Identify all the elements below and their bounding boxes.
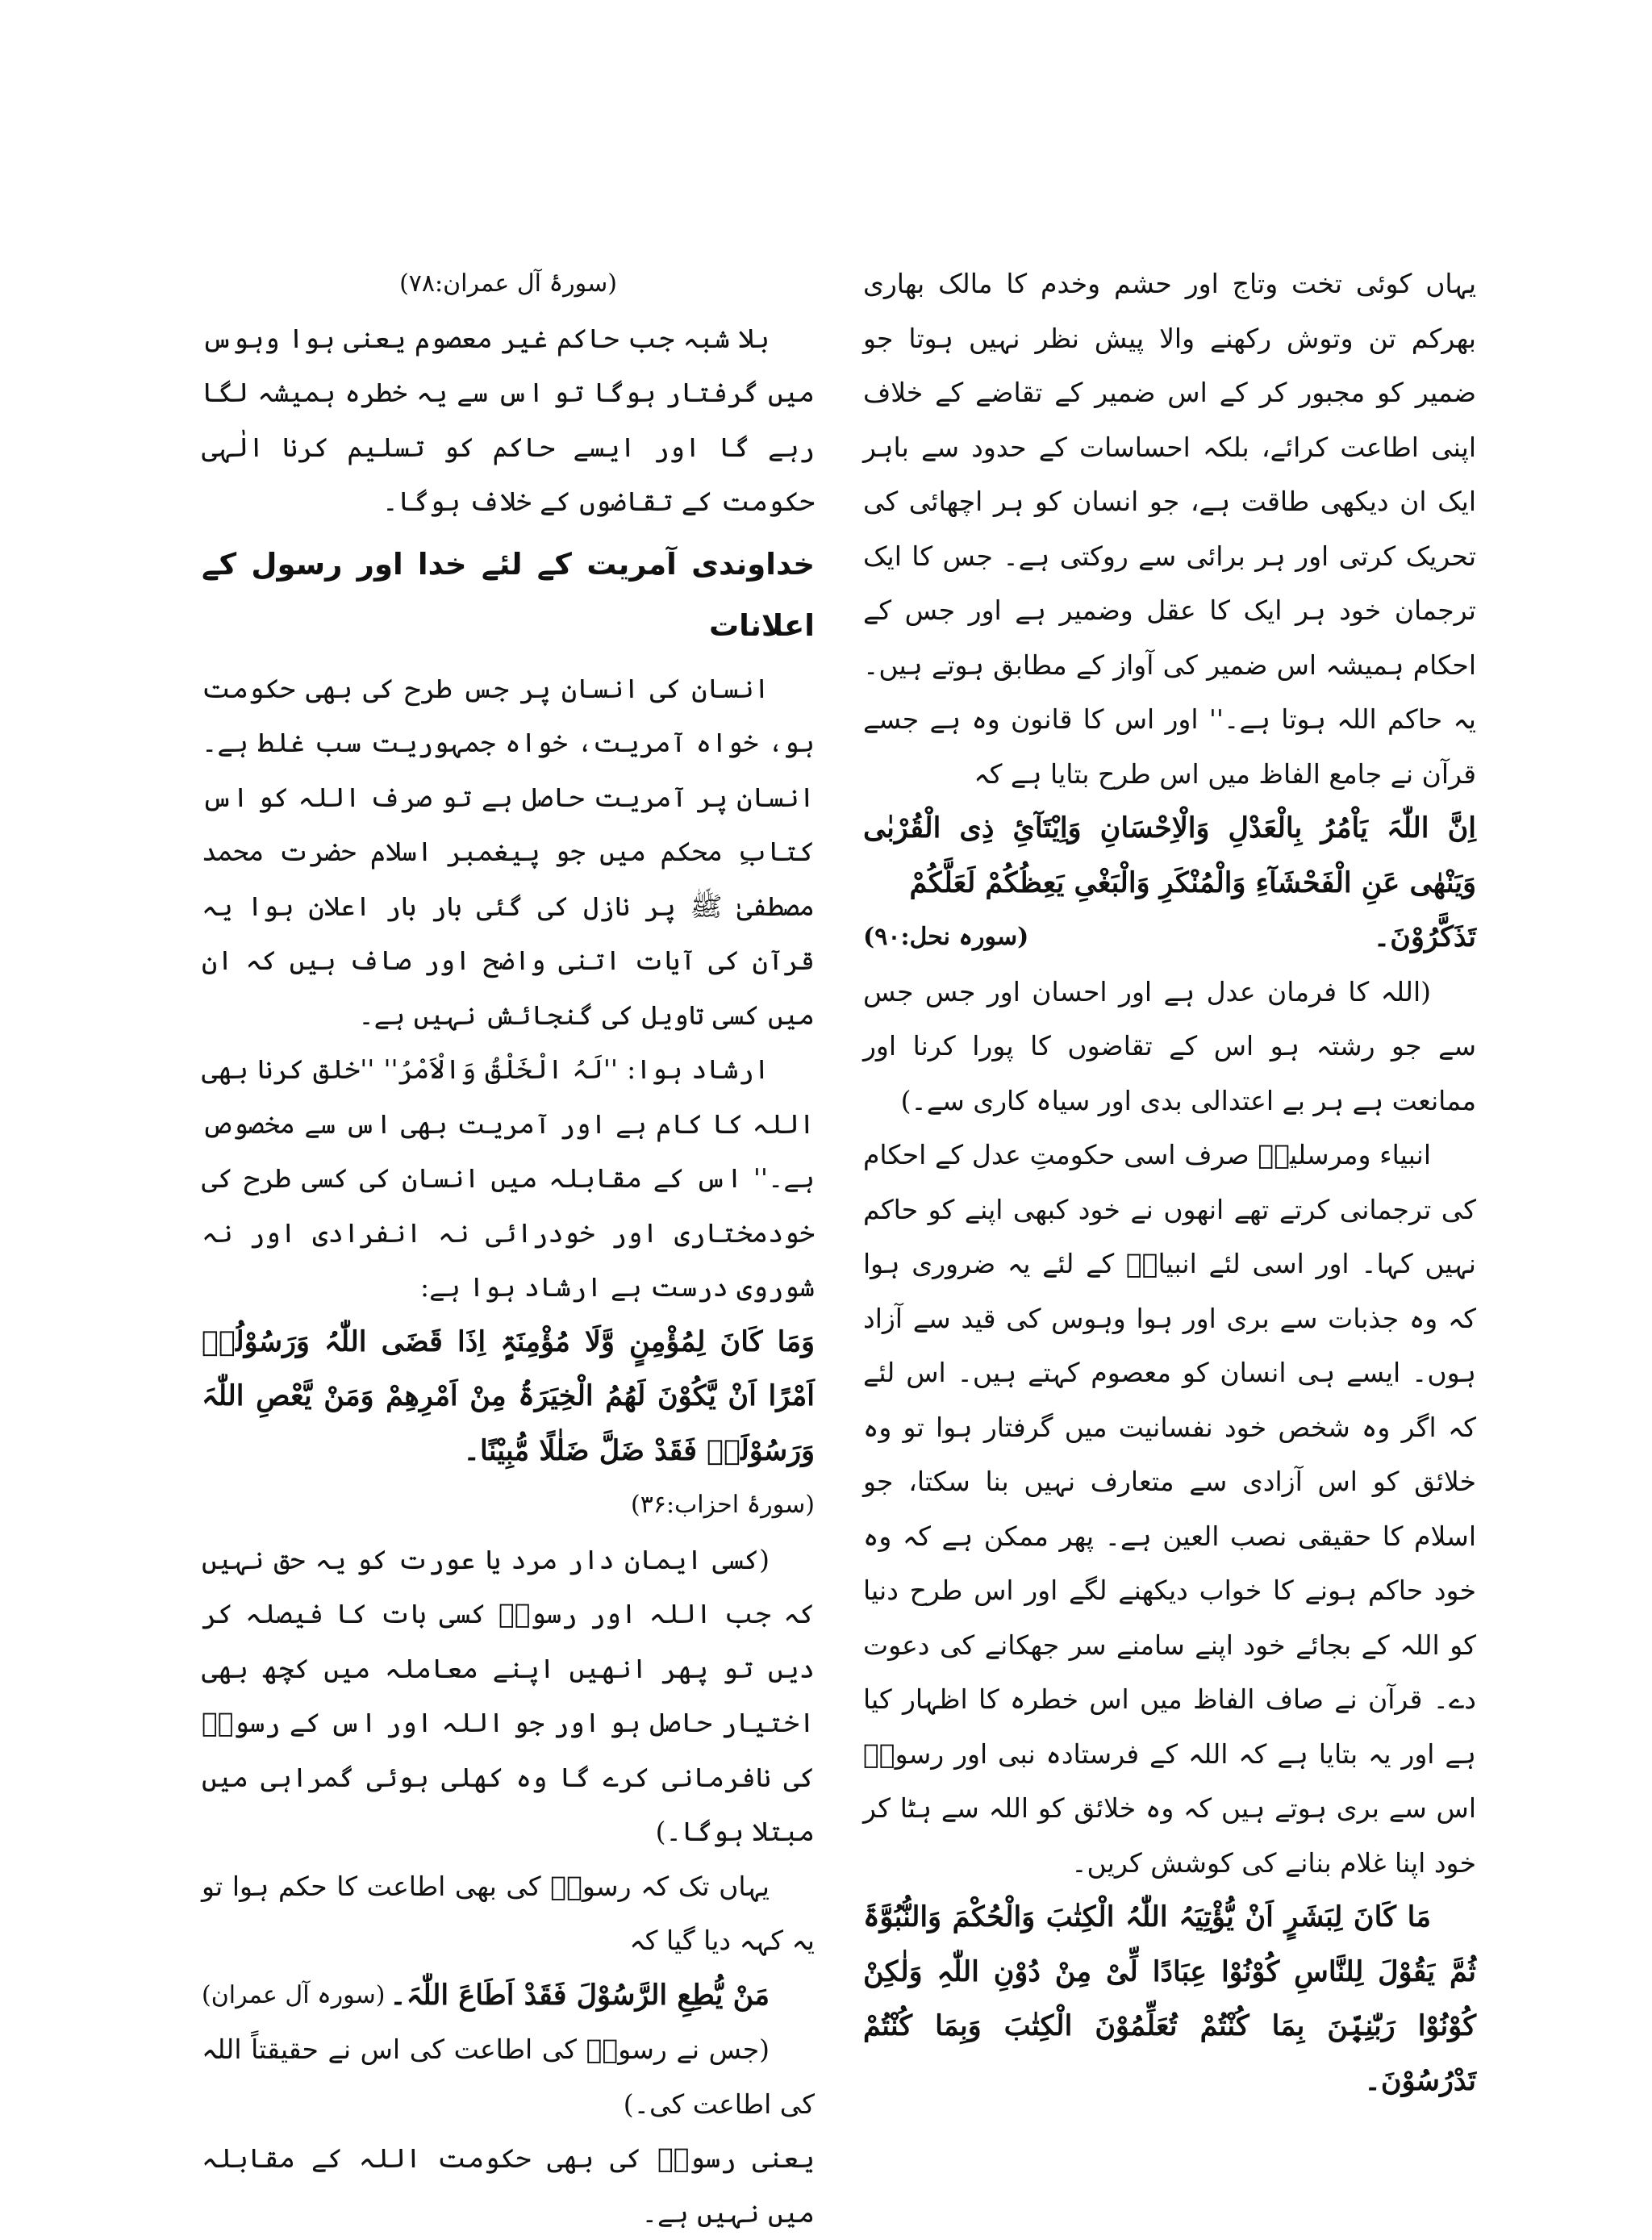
- verse-reference: (سورہ نحل:۹۰): [863, 923, 1029, 951]
- verse-reference: (سورہ آل عمران): [202, 1980, 386, 2009]
- paragraph: انسان کی انسان پر جس طرح کی بھی حکومت ہو، خواہ آمریت، خواہ جمہوریت سب غلط ہے۔ انسان پر آمریت حاصل ہے تو صرف اللہ کو اس کتابِ محکم میں جو پیغمبر اسلام حضرت محمد مصطفیٰ ﷺ پر نازل کی گئی بار بار اعلان ہوا یہ قرآن کی آیات اتنی واضح اور صاف ہیں کہ ان میں کسی تاویل کی گنجائش نہیں ہے۔: [202, 672, 815, 1031]
- verse-reference: (سورۂ احزاب:۳۶): [630, 1491, 815, 1519]
- right-column: [863, 257, 1476, 2108]
- verse-line: [202, 1968, 815, 2023]
- quran-verse: مَنْ یُّطِعِ الرَّسُوْلَ فَقَدْ اَطَاعَ اللّٰہَ۔: [390, 1978, 770, 2012]
- section-heading: خداوندی آمریت کے لئے خدا اور رسول کے اعلانات: [202, 546, 815, 643]
- verse-text: اِنَّ اللّٰہَ یَاْمُرُ بِالْعَدْلِ وَالْاِحْسَانِ وَاِیْتَآیِٔ ذِی الْقُرْبٰی وَیَنْھٰی عَنِ الْفَحْشَآءِ وَالْمُنْکَرِ وَالْبَغْیِ یَعِظُکُمْ لَعَلَّکُمْ: [863, 811, 1476, 899]
- paragraph: یعنی رسولؐ کی بھی حکومت اللہ کے مقابلہ میں نہیں ہے۔: [202, 2142, 815, 2229]
- verse-end: تَذَکَّرُوْنَ۔: [1373, 920, 1476, 953]
- paragraph: بلا شبہ جب حاکم غیر معصوم یعنی ہوا وہوس میں گرفتار ہوگا تو اس سے یہ خطرہ ہمیشہ لگا رہے گا اور ایسے حاکم کو تسلیم کرنا الٰہی حکومت کے تقاضوں کے خلاف ہوگا۔: [202, 322, 815, 517]
- quran-verse: [863, 801, 1476, 910]
- left-column: [202, 257, 815, 2240]
- quran-verse: وَمَا کَانَ لِمُؤْمِنٍ وَّلَا مُؤْمِنَۃٍ اِذَا قَضَی اللّٰہُ وَرَسُوْلُہٗ اَمْرًا اَنْ یَّکُوْنَ لَھُمُ الْخِیَرَۃُ مِنْ اَمْرِھِمْ وَمَنْ یَّعْصِ اللّٰہَ وَرَسُوْلَہٗ فَقَدْ ضَلَّ ضَلٰلًا مُّبِیْنًا۔: [202, 1324, 815, 1467]
- verse-reference: (سورۂ آل عمران:۷۸): [399, 269, 617, 298]
- paragraph: یہاں تک کہ رسولؐ کی بھی اطاعت کا حکم ہوا تو یہ کہہ دیا گیا کہ: [202, 1870, 815, 1956]
- paragraph: انبیاء ومرسلینؑ صرف اسی حکومتِ عدل کے احکام کی ترجمانی کرتے تھے انھوں نے خود کبھی اپنے کو حاکم نہیں کہا۔ اور اسی لئے انبیاءؑ کے لئے یہ ضروری ہوا کہ وہ جذبات سے بری اور ہوا وہوس کی قید سے آزاد ہوں۔ ایسے ہی انسان کو معصوم کہتے ہیں۔ اس لئے کہ اگر وہ شخص خود نفسانیت میں گرفتار ہوا تو وہ خلائق کو اس آزادی سے متعارف نہیں بنا سکتا، جو اسلام کا حقیقی نصب العین ہے۔ پھر ممکن ہے کہ وہ خود حاکم ہونے کا خواب دیکھنے لگے اور اس طرح دنیا کو اللہ کے بجائے خود اپنے سامنے سر جھکانے کی دعوت دے۔ قرآن نے صاف الفاظ میں اس خطرہ کا اظہار کیا ہے اور یہ بتایا ہے کہ اللہ کے فرستادہ نبی اور رسولؐ اس سے بری ہوتے ہیں کہ وہ خلائق کو اللہ سے ہٹا کر خود اپنا غلام بنانے کی کوشش کریں۔: [863, 1139, 1476, 1879]
- translation: (جس نے رسولؐ کی اطاعت کی اس نے حقیقتاً اللہ کی اطاعت کی۔): [202, 2034, 815, 2120]
- quran-verse: مَا کَانَ لِبَشَرٍ اَنْ یُّؤْتِیَہُ اللّٰہُ الْکِتٰبَ وَالْحُکْمَ وَالنُّبُوَّۃَ ثُمَّ یَقُوْلَ لِلنَّاسِ کُوْنُوْا عِبَادًا لِّیْ مِنْ دُوْنِ اللّٰہِ وَلٰکِنْ کُوْنُوْا رَبّٰنِیّٖنَ بِمَا کُنْتُمْ تُعَلِّمُوْنَ الْکِتٰبَ وَبِمَا کُنْتُمْ تَدْرُسُوْنَ۔: [863, 1900, 1476, 2097]
- paragraph: ارشاد ہوا: ''لَہُ الْخَلْقُ وَالْاَمْرُ'' ''خلق کرنا بھی اللہ کا کام ہے اور آمریت بھی اس سے مخصوص ہے۔'' اس کے مقابلہ میں انسان کی کسی طرح کی خودمختاری اور خودرائی نہ انفرادی اور نہ شوروی درست ہے ارشاد ہوا ہے:: [202, 1053, 815, 1303]
- paragraph: یہاں کوئی تخت وتاج اور حشم وخدم کا مالک بھاری بھرکم تن وتوش رکھنے والا پیش نظر نہیں ہوتا جو ضمیر کو مجبور کر کے اس ضمیر کے تقاضے کے خلاف اپنی اطاعت کرائے، بلکہ احساسات کے حدود سے باہر ایک ان دیکھی طاقت ہے، جو انسان کو ہر اچھائی کی تحریک کرتی اور ہر برائی سے روکتی ہے۔ جس کا ایک ترجمان خود ہر ایک کا عقل وضمیر ہے اور جس کے احکام ہمیشہ اس ضمیر کی آواز کے مطابق ہوتے ہیں۔ یہ حاکم اللہ ہوتا ہے۔'' اور اس کا قانون وہ ہے جسے قرآن نے جامع الفاظ میں اس طرح بتایا ہے کہ: [863, 268, 1477, 790]
- verse-end-line: [863, 910, 1476, 965]
- translation: (کسی ایمان دار مرد یا عورت کو یہ حق نہیں کہ جب اللہ اور رسولؐ کسی بات کا فیصلہ کر دیں تو پھر انھیں اپنے معاملہ میں کچھ بھی اختیار حاصل ہو اور جو اللہ اور اس کے رسولؐ کی نافرمانی کرے گا وہ کھلی ہوئی گمراہی میں مبتلا ہوگا۔): [202, 1543, 815, 1847]
- translation: (اللہ کا فرمان عدل ہے اور احسان اور جس جس سے جو رشتہ ہو اس کے تقاضوں کا پورا کرنا اور ممانعت ہے ہر بے اعتدالی بدی اور سیاہ کاری سے۔): [863, 975, 1476, 1116]
